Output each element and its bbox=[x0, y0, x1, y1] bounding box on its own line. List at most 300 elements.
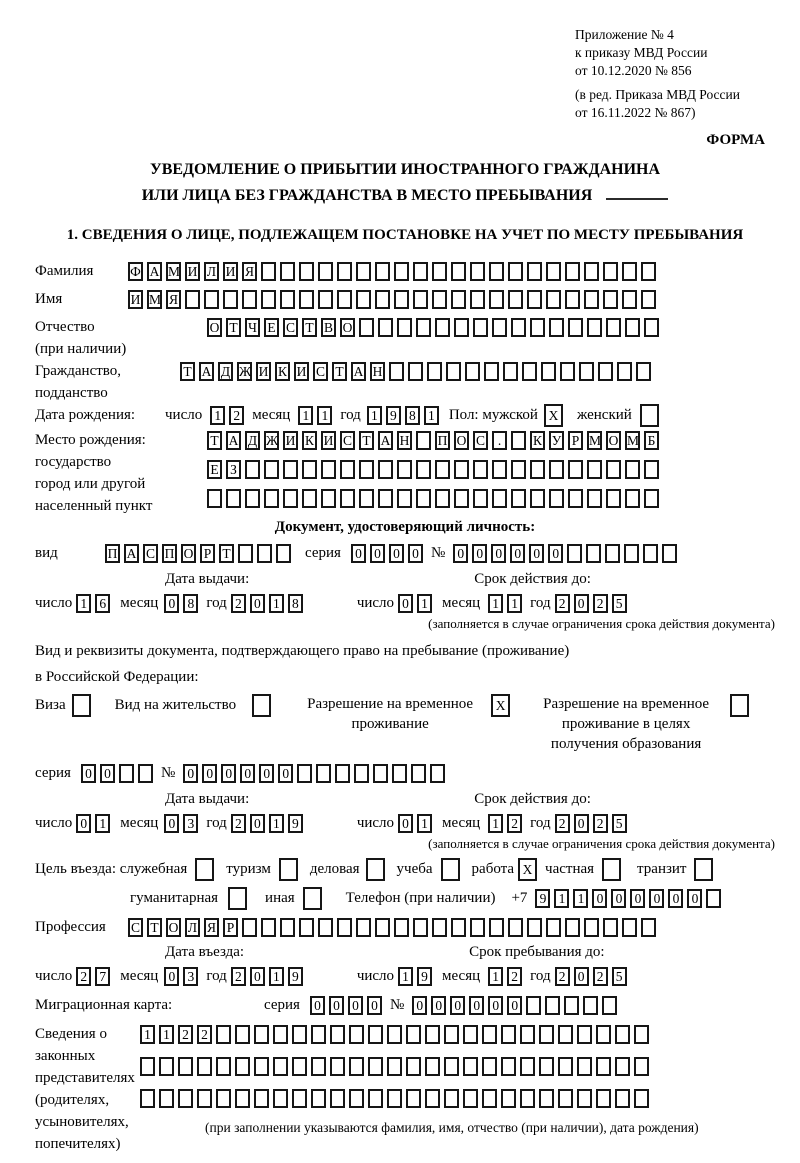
char-box[interactable] bbox=[520, 1025, 535, 1044]
char-box[interactable] bbox=[492, 489, 507, 508]
char-box[interactable] bbox=[622, 918, 637, 937]
char-box[interactable]: И bbox=[223, 262, 238, 281]
char-box[interactable] bbox=[546, 918, 561, 937]
char-box[interactable]: Т bbox=[302, 318, 317, 337]
char-box[interactable] bbox=[257, 544, 272, 563]
char-box[interactable]: О bbox=[606, 431, 621, 450]
char-box[interactable]: Т bbox=[219, 544, 234, 563]
char-box[interactable]: 0 bbox=[398, 814, 413, 833]
char-box[interactable] bbox=[311, 1025, 326, 1044]
char-box[interactable] bbox=[261, 262, 276, 281]
char-box[interactable] bbox=[520, 1089, 535, 1108]
char-box[interactable] bbox=[565, 262, 580, 281]
char-box[interactable] bbox=[264, 460, 279, 479]
char-box[interactable] bbox=[279, 858, 298, 881]
char-box[interactable] bbox=[643, 544, 658, 563]
char-box[interactable] bbox=[235, 1057, 250, 1076]
char-box[interactable] bbox=[644, 460, 659, 479]
char-box[interactable]: С bbox=[283, 318, 298, 337]
char-box[interactable] bbox=[216, 1089, 231, 1108]
char-box[interactable] bbox=[568, 489, 583, 508]
char-box[interactable]: 6 bbox=[95, 594, 110, 613]
char-box[interactable]: Т bbox=[332, 362, 347, 381]
char-box[interactable]: 0 bbox=[668, 889, 683, 908]
char-box[interactable]: 0 bbox=[592, 889, 607, 908]
char-box[interactable] bbox=[444, 1089, 459, 1108]
char-box[interactable]: 0 bbox=[164, 814, 179, 833]
char-box[interactable]: 0 bbox=[221, 764, 236, 783]
char-box[interactable]: 0 bbox=[431, 996, 446, 1015]
char-box[interactable] bbox=[406, 1025, 421, 1044]
char-box[interactable] bbox=[140, 1057, 155, 1076]
char-box[interactable] bbox=[454, 318, 469, 337]
char-box[interactable]: 0 bbox=[250, 814, 265, 833]
char-box[interactable] bbox=[603, 262, 618, 281]
char-box[interactable] bbox=[463, 1089, 478, 1108]
char-box[interactable] bbox=[299, 262, 314, 281]
char-box[interactable] bbox=[337, 290, 352, 309]
char-box[interactable] bbox=[119, 764, 134, 783]
char-box[interactable] bbox=[530, 489, 545, 508]
char-box[interactable]: 0 bbox=[76, 814, 91, 833]
char-box[interactable] bbox=[378, 318, 393, 337]
char-box[interactable] bbox=[641, 918, 656, 937]
char-box[interactable] bbox=[503, 362, 518, 381]
char-box[interactable]: И bbox=[283, 431, 298, 450]
char-box[interactable]: Т bbox=[147, 918, 162, 937]
char-box[interactable]: 3 bbox=[183, 967, 198, 986]
char-box[interactable] bbox=[482, 1089, 497, 1108]
char-box[interactable]: 0 bbox=[202, 764, 217, 783]
char-box[interactable] bbox=[416, 431, 431, 450]
char-box[interactable] bbox=[178, 1089, 193, 1108]
char-box[interactable] bbox=[587, 318, 602, 337]
char-box[interactable]: 1 bbox=[269, 967, 284, 986]
char-box[interactable] bbox=[451, 262, 466, 281]
char-box[interactable] bbox=[349, 1089, 364, 1108]
char-box[interactable] bbox=[337, 262, 352, 281]
char-box[interactable]: Я bbox=[204, 918, 219, 937]
char-box[interactable] bbox=[583, 996, 598, 1015]
char-box[interactable]: К bbox=[302, 431, 317, 450]
char-box[interactable]: Р bbox=[223, 918, 238, 937]
char-box[interactable] bbox=[492, 318, 507, 337]
char-box[interactable] bbox=[615, 1057, 630, 1076]
char-box[interactable] bbox=[408, 362, 423, 381]
char-box[interactable] bbox=[432, 262, 447, 281]
char-box[interactable] bbox=[625, 460, 640, 479]
char-box[interactable]: И bbox=[256, 362, 271, 381]
char-box[interactable] bbox=[416, 318, 431, 337]
char-box[interactable] bbox=[451, 918, 466, 937]
char-box[interactable]: 0 bbox=[370, 544, 385, 563]
char-box[interactable] bbox=[482, 1025, 497, 1044]
char-box[interactable] bbox=[567, 544, 582, 563]
char-box[interactable] bbox=[387, 1089, 402, 1108]
char-box[interactable]: 0 bbox=[389, 544, 404, 563]
char-box[interactable] bbox=[454, 460, 469, 479]
char-box[interactable]: 0 bbox=[529, 544, 544, 563]
char-box[interactable] bbox=[318, 918, 333, 937]
char-box[interactable] bbox=[375, 262, 390, 281]
char-box[interactable]: 0 bbox=[250, 967, 265, 986]
char-box[interactable] bbox=[416, 460, 431, 479]
char-box[interactable] bbox=[641, 290, 656, 309]
char-box[interactable] bbox=[482, 1057, 497, 1076]
char-box[interactable] bbox=[373, 764, 388, 783]
char-box[interactable] bbox=[273, 1089, 288, 1108]
char-box[interactable] bbox=[634, 1089, 649, 1108]
char-box[interactable] bbox=[617, 362, 632, 381]
char-box[interactable] bbox=[302, 460, 317, 479]
char-box[interactable] bbox=[359, 489, 374, 508]
char-box[interactable] bbox=[596, 1057, 611, 1076]
char-box[interactable] bbox=[394, 262, 409, 281]
char-box[interactable] bbox=[454, 489, 469, 508]
char-box[interactable] bbox=[292, 1057, 307, 1076]
char-box[interactable]: 0 bbox=[450, 996, 465, 1015]
char-box[interactable]: 9 bbox=[535, 889, 550, 908]
char-box[interactable]: 1 bbox=[269, 814, 284, 833]
char-box[interactable] bbox=[197, 1057, 212, 1076]
char-box[interactable] bbox=[397, 489, 412, 508]
char-box[interactable] bbox=[558, 1089, 573, 1108]
char-box[interactable] bbox=[473, 460, 488, 479]
char-box[interactable] bbox=[318, 262, 333, 281]
char-box[interactable] bbox=[397, 460, 412, 479]
char-box[interactable] bbox=[195, 858, 214, 881]
char-box[interactable] bbox=[511, 431, 526, 450]
char-box[interactable] bbox=[579, 362, 594, 381]
char-box[interactable] bbox=[470, 918, 485, 937]
char-box[interactable] bbox=[565, 918, 580, 937]
char-box[interactable] bbox=[501, 1089, 516, 1108]
char-box[interactable]: Л bbox=[204, 262, 219, 281]
char-box[interactable] bbox=[435, 489, 450, 508]
char-box[interactable]: 1 bbox=[140, 1025, 155, 1044]
char-box[interactable]: О bbox=[181, 544, 196, 563]
char-box[interactable]: 2 bbox=[555, 814, 570, 833]
char-box[interactable] bbox=[615, 1025, 630, 1044]
char-box[interactable] bbox=[356, 918, 371, 937]
char-box[interactable]: 8 bbox=[405, 406, 420, 425]
char-box[interactable] bbox=[489, 290, 504, 309]
char-box[interactable]: 9 bbox=[417, 967, 432, 986]
char-box[interactable] bbox=[539, 1025, 554, 1044]
char-box[interactable] bbox=[444, 1025, 459, 1044]
char-box[interactable]: П bbox=[105, 544, 120, 563]
char-box[interactable] bbox=[615, 1089, 630, 1108]
char-box[interactable] bbox=[359, 460, 374, 479]
char-box[interactable] bbox=[375, 918, 390, 937]
char-box[interactable]: П bbox=[435, 431, 450, 450]
char-box[interactable] bbox=[375, 290, 390, 309]
char-box[interactable] bbox=[273, 1025, 288, 1044]
char-box[interactable]: 2 bbox=[593, 967, 608, 986]
char-box[interactable] bbox=[299, 918, 314, 937]
char-box[interactable] bbox=[387, 1025, 402, 1044]
char-box[interactable]: 1 bbox=[210, 406, 225, 425]
char-box[interactable]: М bbox=[149, 292, 162, 307]
char-box[interactable] bbox=[427, 362, 442, 381]
char-box[interactable] bbox=[598, 362, 613, 381]
char-box[interactable] bbox=[596, 1025, 611, 1044]
char-box[interactable]: 1 bbox=[159, 1025, 174, 1044]
char-box[interactable]: 1 bbox=[317, 406, 332, 425]
char-box[interactable] bbox=[606, 489, 621, 508]
char-box[interactable] bbox=[606, 318, 621, 337]
char-box[interactable] bbox=[280, 918, 295, 937]
char-box[interactable] bbox=[292, 1089, 307, 1108]
char-box[interactable] bbox=[159, 1089, 174, 1108]
char-box[interactable] bbox=[330, 1057, 345, 1076]
char-box[interactable] bbox=[389, 362, 404, 381]
char-box[interactable]: Я bbox=[242, 262, 257, 281]
char-box[interactable] bbox=[245, 460, 260, 479]
char-box[interactable]: 2 bbox=[231, 814, 246, 833]
char-box[interactable] bbox=[216, 1057, 231, 1076]
char-box[interactable] bbox=[223, 290, 238, 309]
char-box[interactable]: 5 bbox=[612, 594, 627, 613]
char-box[interactable] bbox=[413, 262, 428, 281]
char-box[interactable]: X bbox=[491, 694, 510, 717]
char-box[interactable]: 0 bbox=[469, 996, 484, 1015]
char-box[interactable] bbox=[634, 1025, 649, 1044]
char-box[interactable]: 0 bbox=[408, 544, 423, 563]
char-box[interactable] bbox=[394, 290, 409, 309]
char-box[interactable] bbox=[446, 362, 461, 381]
char-box[interactable] bbox=[463, 1057, 478, 1076]
char-box[interactable]: 0 bbox=[649, 889, 664, 908]
char-box[interactable] bbox=[577, 1089, 592, 1108]
char-box[interactable] bbox=[511, 318, 526, 337]
char-box[interactable] bbox=[522, 362, 537, 381]
char-box[interactable] bbox=[397, 318, 412, 337]
char-box[interactable] bbox=[245, 489, 260, 508]
char-box[interactable] bbox=[501, 1057, 516, 1076]
char-box[interactable] bbox=[356, 290, 371, 309]
char-box[interactable] bbox=[508, 918, 523, 937]
char-box[interactable] bbox=[606, 460, 621, 479]
char-box[interactable] bbox=[406, 1057, 421, 1076]
char-box[interactable] bbox=[568, 318, 583, 337]
char-box[interactable]: А bbox=[124, 544, 139, 563]
char-box[interactable]: 0 bbox=[574, 814, 589, 833]
char-box[interactable]: 2 bbox=[231, 594, 246, 613]
char-box[interactable] bbox=[641, 262, 656, 281]
char-box[interactable] bbox=[159, 1057, 174, 1076]
char-box[interactable]: 0 bbox=[548, 544, 563, 563]
char-box[interactable] bbox=[138, 764, 153, 783]
char-box[interactable] bbox=[335, 764, 350, 783]
char-box[interactable] bbox=[568, 460, 583, 479]
char-box[interactable]: 1 bbox=[554, 889, 569, 908]
char-box[interactable]: З bbox=[226, 460, 241, 479]
char-box[interactable]: 0 bbox=[278, 764, 293, 783]
char-box[interactable]: 0 bbox=[510, 544, 525, 563]
char-box[interactable] bbox=[411, 764, 426, 783]
char-box[interactable] bbox=[489, 918, 504, 937]
char-box[interactable] bbox=[273, 1057, 288, 1076]
char-box[interactable] bbox=[640, 404, 659, 427]
char-box[interactable] bbox=[425, 1089, 440, 1108]
char-box[interactable]: 5 bbox=[612, 814, 627, 833]
char-box[interactable] bbox=[501, 1025, 516, 1044]
char-box[interactable]: 0 bbox=[611, 889, 626, 908]
char-box[interactable] bbox=[596, 1089, 611, 1108]
char-box[interactable] bbox=[321, 460, 336, 479]
char-box[interactable]: X bbox=[544, 404, 563, 427]
char-box[interactable] bbox=[406, 1089, 421, 1108]
char-box[interactable] bbox=[254, 1057, 269, 1076]
char-box[interactable] bbox=[511, 489, 526, 508]
char-box[interactable]: 0 bbox=[310, 996, 325, 1015]
char-box[interactable]: 0 bbox=[348, 996, 363, 1015]
char-box[interactable]: Р bbox=[568, 431, 583, 450]
char-box[interactable]: А bbox=[351, 362, 366, 381]
char-box[interactable]: 2 bbox=[593, 814, 608, 833]
char-box[interactable] bbox=[242, 918, 257, 937]
char-box[interactable]: 1 bbox=[488, 814, 503, 833]
char-box[interactable]: 1 bbox=[269, 594, 284, 613]
char-box[interactable]: Т bbox=[359, 431, 374, 450]
char-box[interactable]: 2 bbox=[593, 594, 608, 613]
char-box[interactable] bbox=[730, 694, 749, 717]
char-box[interactable] bbox=[470, 262, 485, 281]
char-box[interactable] bbox=[261, 918, 276, 937]
char-box[interactable] bbox=[473, 489, 488, 508]
char-box[interactable] bbox=[368, 1089, 383, 1108]
char-box[interactable] bbox=[492, 460, 507, 479]
char-box[interactable] bbox=[276, 544, 291, 563]
char-box[interactable] bbox=[226, 489, 241, 508]
char-box[interactable] bbox=[451, 290, 466, 309]
char-box[interactable]: С bbox=[473, 431, 488, 450]
char-box[interactable] bbox=[280, 262, 295, 281]
char-box[interactable]: . bbox=[492, 431, 507, 450]
char-box[interactable] bbox=[392, 764, 407, 783]
char-box[interactable] bbox=[508, 262, 523, 281]
char-box[interactable] bbox=[387, 1057, 402, 1076]
char-box[interactable]: Ч bbox=[245, 318, 260, 337]
char-box[interactable] bbox=[530, 460, 545, 479]
char-box[interactable] bbox=[349, 1057, 364, 1076]
char-box[interactable] bbox=[539, 1057, 554, 1076]
char-box[interactable]: 0 bbox=[100, 764, 115, 783]
char-box[interactable]: 5 bbox=[612, 967, 627, 986]
char-box[interactable]: 2 bbox=[507, 814, 522, 833]
char-box[interactable] bbox=[197, 1089, 212, 1108]
char-box[interactable]: И bbox=[185, 262, 200, 281]
char-box[interactable]: А bbox=[378, 431, 393, 450]
char-box[interactable] bbox=[465, 362, 480, 381]
char-box[interactable] bbox=[330, 1089, 345, 1108]
char-box[interactable]: 1 bbox=[488, 967, 503, 986]
char-box[interactable]: 2 bbox=[229, 406, 244, 425]
char-box[interactable]: 1 bbox=[573, 889, 588, 908]
char-box[interactable] bbox=[441, 858, 460, 881]
char-box[interactable] bbox=[254, 1025, 269, 1044]
char-box[interactable] bbox=[539, 1089, 554, 1108]
char-box[interactable] bbox=[565, 290, 580, 309]
char-box[interactable]: С bbox=[313, 362, 328, 381]
char-box[interactable]: С bbox=[143, 544, 158, 563]
char-box[interactable] bbox=[527, 262, 542, 281]
char-box[interactable] bbox=[283, 460, 298, 479]
char-box[interactable] bbox=[425, 1025, 440, 1044]
char-box[interactable] bbox=[311, 1057, 326, 1076]
char-box[interactable]: 0 bbox=[240, 764, 255, 783]
char-box[interactable]: 2 bbox=[231, 967, 246, 986]
char-box[interactable] bbox=[634, 1057, 649, 1076]
char-box[interactable]: 0 bbox=[412, 996, 427, 1015]
char-box[interactable]: 0 bbox=[574, 967, 589, 986]
char-box[interactable] bbox=[207, 489, 222, 508]
char-box[interactable]: 1 bbox=[488, 594, 503, 613]
char-box[interactable] bbox=[549, 489, 564, 508]
char-box[interactable] bbox=[425, 1057, 440, 1076]
char-box[interactable] bbox=[545, 996, 560, 1015]
char-box[interactable] bbox=[435, 318, 450, 337]
char-box[interactable]: У bbox=[549, 431, 564, 450]
char-box[interactable]: 1 bbox=[298, 406, 313, 425]
char-box[interactable]: 3 bbox=[183, 814, 198, 833]
char-box[interactable] bbox=[511, 460, 526, 479]
char-box[interactable] bbox=[316, 764, 331, 783]
char-box[interactable]: Д bbox=[218, 362, 233, 381]
char-box[interactable]: О bbox=[207, 318, 222, 337]
char-box[interactable] bbox=[636, 362, 651, 381]
char-box[interactable]: М bbox=[168, 264, 181, 279]
char-box[interactable] bbox=[354, 764, 369, 783]
char-box[interactable]: Ф bbox=[128, 262, 143, 281]
char-box[interactable] bbox=[292, 1025, 307, 1044]
char-box[interactable]: 1 bbox=[95, 814, 110, 833]
char-box[interactable] bbox=[484, 362, 499, 381]
char-box[interactable]: И bbox=[321, 431, 336, 450]
char-box[interactable]: 0 bbox=[453, 544, 468, 563]
char-box[interactable]: Т bbox=[226, 318, 241, 337]
char-box[interactable]: Н bbox=[397, 431, 412, 450]
char-box[interactable] bbox=[577, 1025, 592, 1044]
char-box[interactable] bbox=[546, 262, 561, 281]
char-box[interactable]: 0 bbox=[472, 544, 487, 563]
char-box[interactable] bbox=[622, 290, 637, 309]
char-box[interactable] bbox=[302, 489, 317, 508]
char-box[interactable]: 0 bbox=[183, 764, 198, 783]
char-box[interactable] bbox=[560, 362, 575, 381]
char-box[interactable] bbox=[602, 858, 621, 881]
char-box[interactable]: 2 bbox=[178, 1025, 193, 1044]
char-box[interactable] bbox=[577, 1057, 592, 1076]
char-box[interactable] bbox=[603, 290, 618, 309]
char-box[interactable]: 2 bbox=[76, 967, 91, 986]
char-box[interactable]: Я bbox=[166, 290, 181, 309]
char-box[interactable] bbox=[625, 489, 640, 508]
char-box[interactable]: 1 bbox=[424, 406, 439, 425]
char-box[interactable]: 0 bbox=[329, 996, 344, 1015]
char-box[interactable]: X bbox=[518, 858, 537, 881]
char-box[interactable]: Ж bbox=[266, 433, 279, 448]
char-box[interactable]: Д bbox=[245, 431, 260, 450]
char-box[interactable]: 1 bbox=[76, 594, 91, 613]
char-box[interactable]: О bbox=[340, 318, 355, 337]
char-box[interactable]: П bbox=[162, 544, 177, 563]
char-box[interactable] bbox=[644, 318, 659, 337]
char-box[interactable]: 7 bbox=[95, 967, 110, 986]
char-box[interactable] bbox=[280, 290, 295, 309]
char-box[interactable]: 0 bbox=[164, 594, 179, 613]
